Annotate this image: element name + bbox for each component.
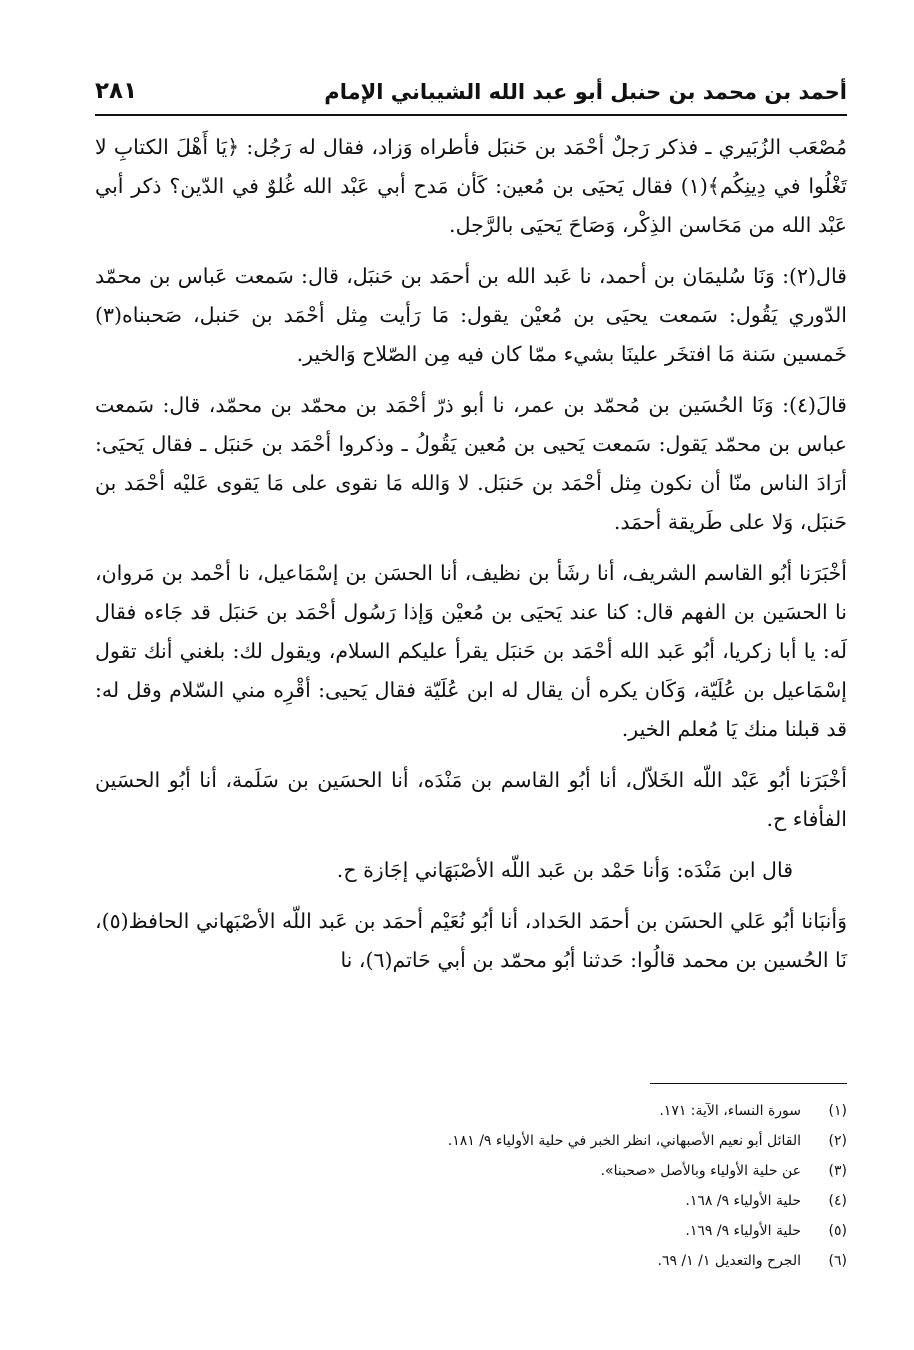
- footnote-text: حلية الأولياء ٩/ ١٦٨.: [685, 1193, 801, 1209]
- running-title: أحمد بن محمد بن حنبل أبو عبد الله الشيباني الإمام: [324, 80, 847, 104]
- page-number: ٢٨١: [95, 78, 138, 104]
- footnote: [95, 1096, 847, 1126]
- footnote-text: حلية الأولياء ٩/ ١٦٩.: [685, 1223, 801, 1239]
- paragraph: قالَ(٤): وَنَا الحُسَين بن مُحمّد بن عمر، نا أبو ذرّ أحْمَد بن محمّد بن محمّد، قال: سَمعت عباس بن محمّد يَقول: سَمعت يَحيى بن مُعين يَقُولُ ـ وذكروا أحْمَد بن حَنبَل ـ فقال يَحيَى: أرَادَ الناس منّا أن نكون مِثل أحْمَد بن حَنبَل. لا وَالله مَا نقوى على مَا يَقوى عَليْه أحْمَد بن حَنبَل، وَلا على طَريقة أحمَد.: [95, 393, 847, 534]
- footnote-text: الجرح والتعديل ١/ ١/ ٦٩.: [657, 1253, 801, 1269]
- footnote: [95, 1156, 847, 1186]
- footnote-text: سورة النساء، الآية: ١٧١.: [659, 1103, 801, 1119]
- footnote-number: (٤): [828, 1193, 847, 1209]
- footnote-number: (١): [828, 1103, 847, 1119]
- page-header: [95, 76, 847, 116]
- footnote: [95, 1216, 847, 1246]
- footnote: [95, 1186, 847, 1216]
- footnote-separator: [650, 1083, 847, 1084]
- paragraph: وَأنبَانا أبُو عَلي الحسَن بن أحمَد الحَداد، أنا أبُو نُعَيْم أحمَد بن عَبد اللّه الأصْبَهاني الحافظ(٥)، نَا الحُسين بن محمد قالُوا: حَدثنا أبُو محمّد بن أبي حَاتم(٦)، نا: [95, 909, 847, 972]
- footnote-number: (٢): [828, 1133, 847, 1149]
- footnote-number: (٦): [828, 1253, 847, 1269]
- footnote: [95, 1126, 847, 1156]
- footnote-text: عن حلية الأولياء وبالأصل «صحبنا».: [600, 1163, 801, 1179]
- paragraph: مُصْعَب الزُبَيري ـ فذكر رَجلٌ أحْمَد بن حَنبَل فأطراه وَزاد، فقال له رَجُل: ﴿يَا أَهْلَ الكتابِ لا تَغْلُوا في دِينِكُم﴾(١) فقال يَحيَى بن مُعين: كَأن مَدح أبي عَبْد الله غُلوٌ في الدّين؟ ذكر أبي عَبْد الله من مَحَاسن الذِكْر، وَصَاحَ يَحيَى بالرَّجل.: [95, 135, 847, 237]
- main-text: [95, 128, 847, 992]
- footnote: [95, 1246, 847, 1276]
- footnote-text: القائل أبو نعيم الأصبهاني، انظر الخبر في حلية الأولياء ٩/ ١٨١.: [447, 1133, 801, 1149]
- paragraph: قال(٢): وَنَا سُليمَان بن أحمد، نا عَبد الله بن أحمَد بن حَنبَل، قال: سَمعت عَباس بن محمّد الدّوري يَقُول: سَمعت يحيَى بن مُعيْن يقول: مَا رَأيت مِثل أحْمَد بن حَنبل، صَحبناه(٣) خَمسين سَنة مَا افتخَر علينَا بشيء ممّا كان فيه مِن الصّلاح وَالخير.: [95, 264, 847, 366]
- footnote-number: (٥): [828, 1223, 847, 1239]
- paragraph: أخْبَرَنا أبُو القاسم الشريف، أنا رشَأ بن نظيف، أنا الحسَن بن إسْمَاعيل، نا أحْمد بن مَروان، نا الحسَين بن الفهم قال: كنا عند يَحيَى بن مُعيْن وَإذا رَسُول أحْمَد بن حَنبَل قد جَاءه فقال لَه: يا أبا زكريا، أبُو عَبد الله أحْمَد بن حَنبَل يقرأ عليكم السلام، ويقول لك: بلغني أنك تقول إسْمَاعيل بن عُلَيّة، وَكَان يكره أن يقال له ابن عُلَيّة فقال يَحيى: أقْرِه مني السّلام وقل له: قد قبلنا منك يَا مُعلم الخير.: [95, 561, 847, 741]
- paragraph: أخْبَرَنا أبُو عَبْد اللّه الخَلاّل، أنا أبُو القاسم بن مَنْدَه، أنا الحسَين بن سَلَمة، أنا أبُو الحسَين الفأفاء ح.: [95, 768, 847, 831]
- footnote-number: (٣): [828, 1163, 847, 1179]
- footnotes: [95, 1096, 847, 1276]
- paragraph: قال ابن مَنْدَه: وَأنا حَمْد بن عَبد اللّه الأصْبَهَاني إجَازة ح.: [336, 858, 793, 882]
